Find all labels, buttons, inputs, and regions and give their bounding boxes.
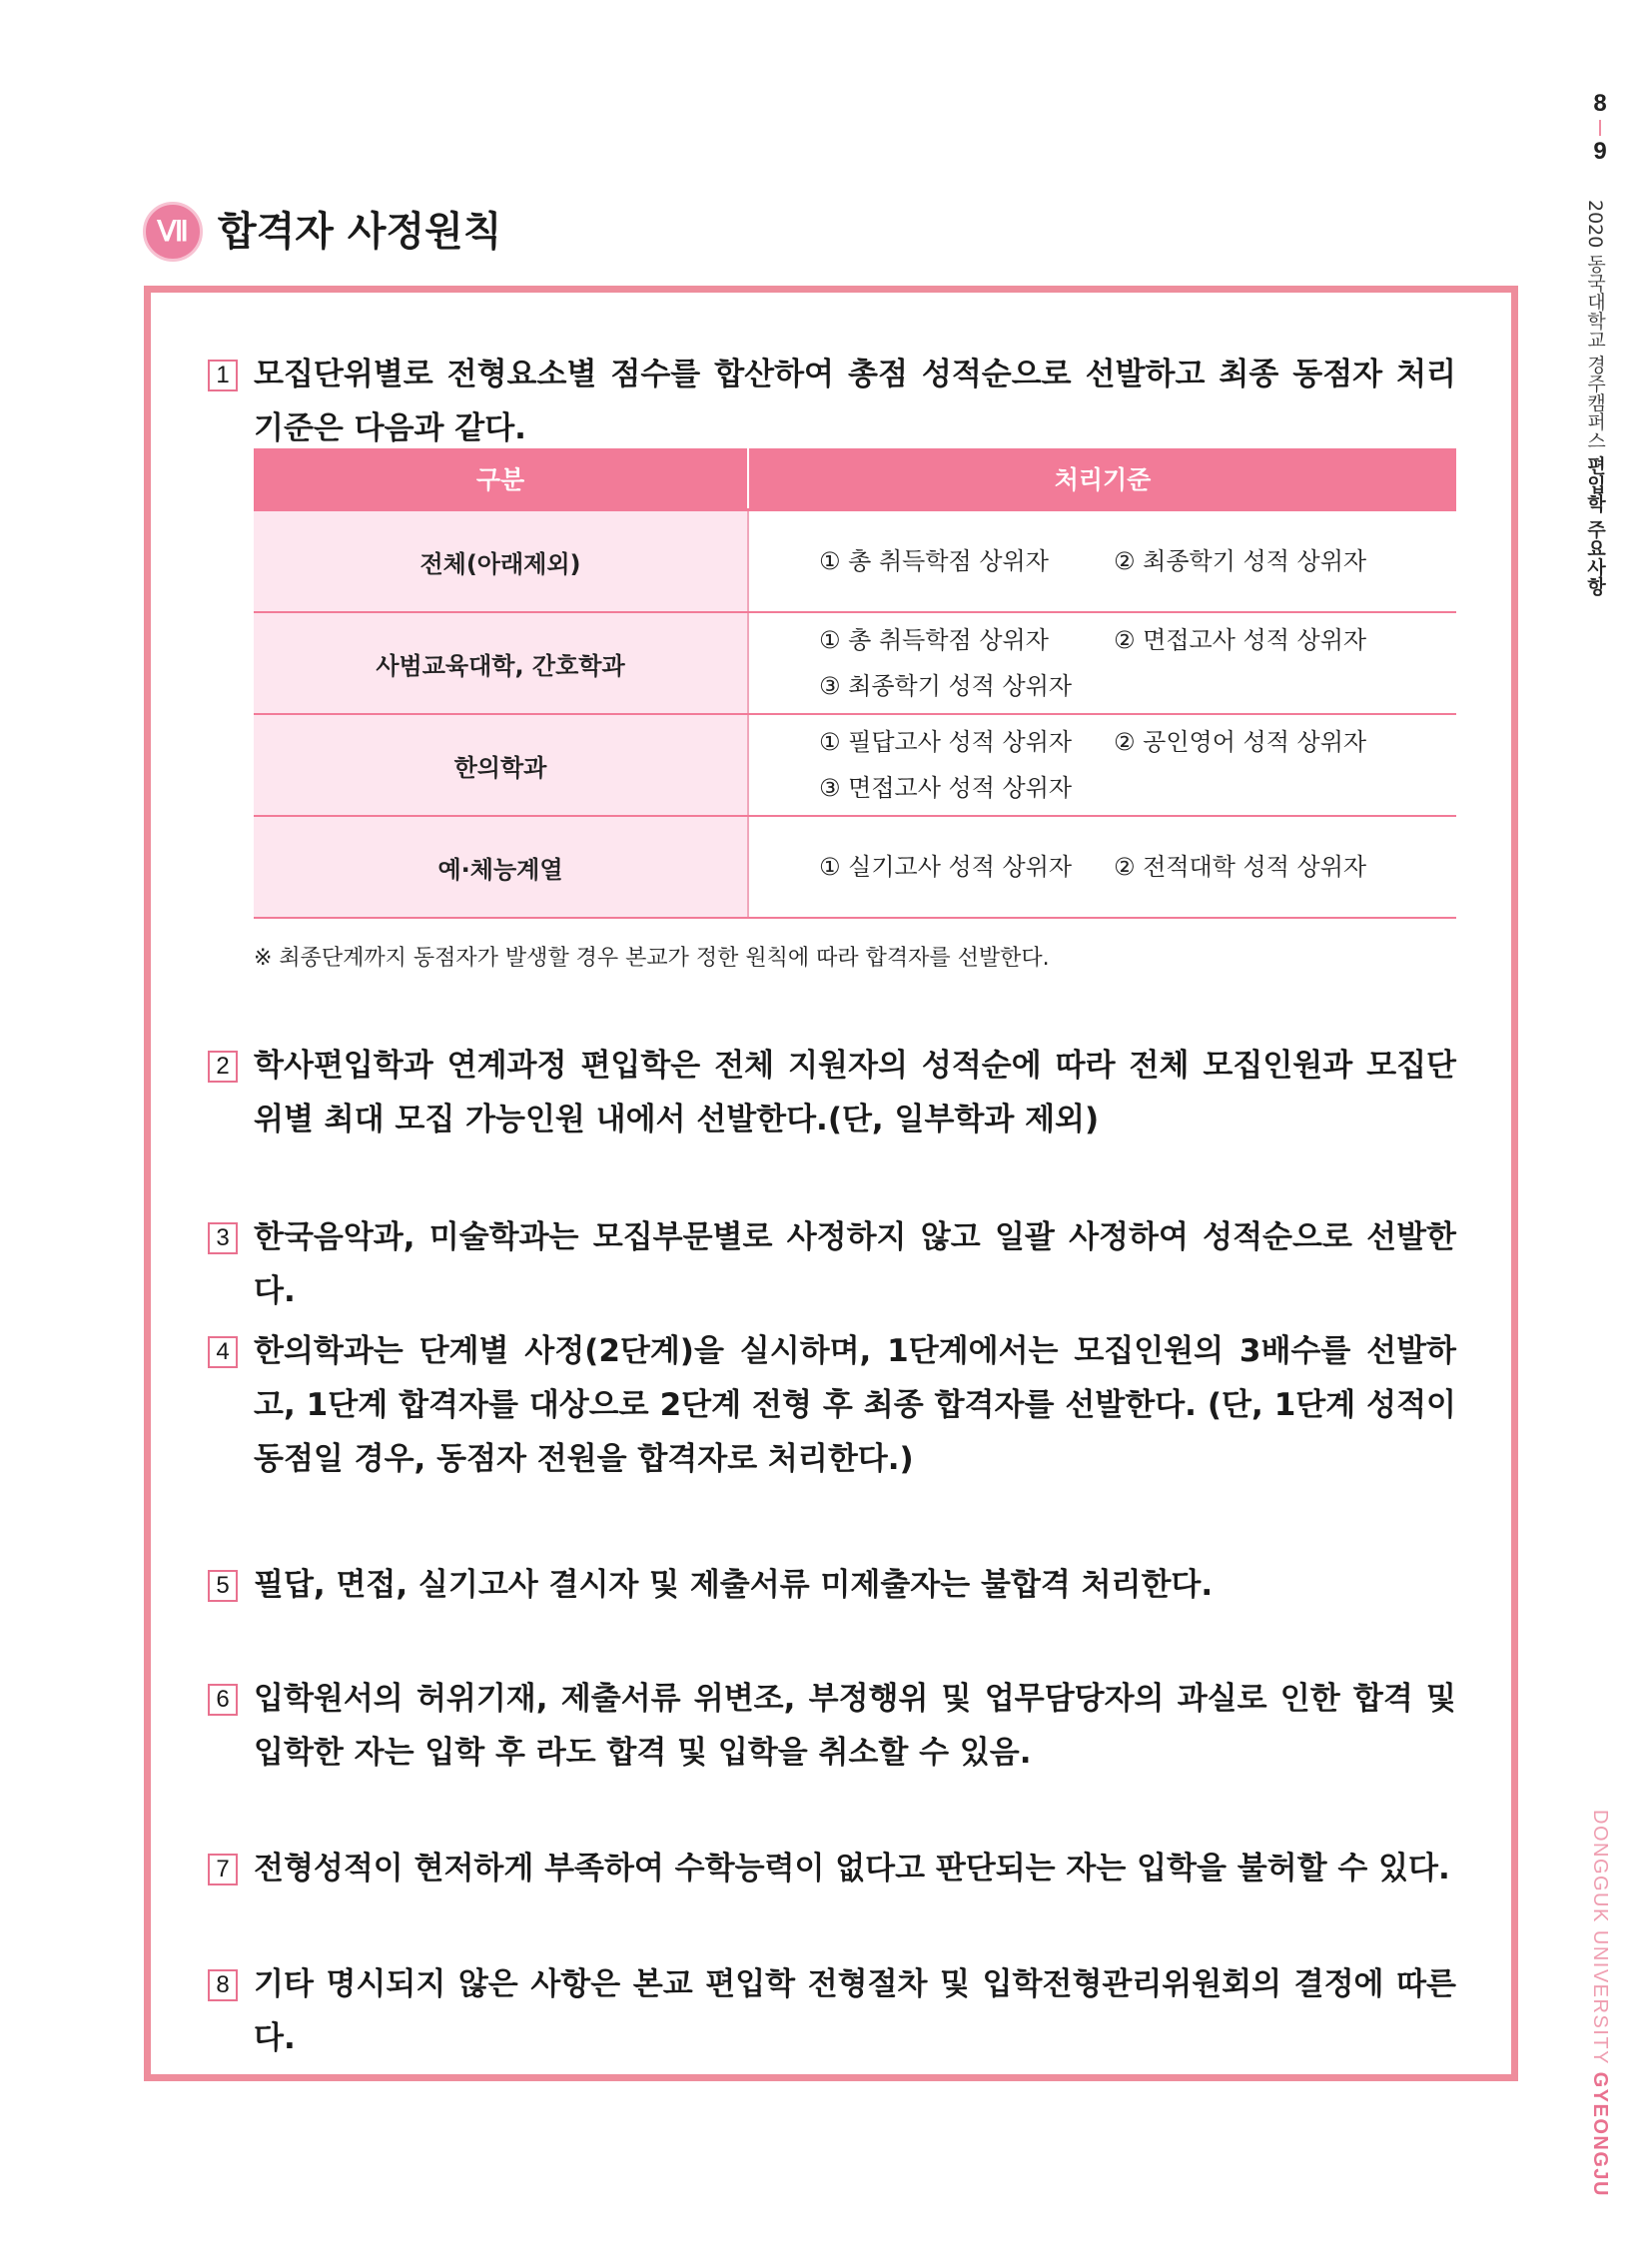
side-header-label <box>1583 200 1609 595</box>
side-header-normal: 2020 동국대학교 경주캠퍼스 <box>1584 200 1606 456</box>
category-cell: 전체(아래제외) <box>254 510 748 613</box>
column-header-category: 구분 <box>254 448 748 510</box>
criteria-cell <box>748 612 1456 714</box>
criterion: ② 공인영어 성적 상위자 <box>1114 728 1367 756</box>
criteria-cell <box>748 816 1456 918</box>
rule-number: 5 <box>208 1570 238 1602</box>
criterion: ③ 면접고사 성적 상위자 <box>819 774 1073 802</box>
rule-text: 한국음악과, 미술학과는 모집부문별로 사정하지 않고 일괄 사정하여 성적순으로 선발한다. <box>254 1219 1456 1309</box>
criterion: ② 최종학기 성적 상위자 <box>1114 547 1367 575</box>
rule-item-6 <box>208 1672 1456 1780</box>
rule-text: 입학원서의 허위기재, 제출서류 위변조, 부정행위 및 업무담당자의 과실로 인한 합격 및 입학한 자는 입학 후 라도 합격 및 입학을 취소할 수 있음. <box>254 1681 1456 1771</box>
rule-item-2 <box>208 1039 1456 1146</box>
rule-number: 7 <box>208 1854 238 1885</box>
criteria-cell <box>748 714 1456 816</box>
rule-item-7 <box>208 1842 1456 1895</box>
rule-number: 3 <box>208 1222 238 1254</box>
side-header-bold: 편입학 주요사항 <box>1584 455 1606 596</box>
criteria-cell <box>748 510 1456 613</box>
rule-item-3 <box>208 1210 1456 1318</box>
rule-number: 1 <box>208 360 238 391</box>
category-cell: 예·체능계열 <box>254 816 748 918</box>
page-number-divider <box>1599 120 1601 136</box>
page-number-right: 9 <box>1593 138 1607 165</box>
rule-item-4 <box>208 1324 1456 1486</box>
section-title: 합격자 사정원칙 <box>218 209 502 255</box>
table-row <box>254 714 1456 816</box>
rule-text: 모집단위별로 전형요소별 점수를 합산하여 총점 성적순으로 선발하고 최종 동점자 처리 기준은 다음과 같다. <box>254 357 1456 446</box>
table-footnote: ※ 최종단계까지 동점자가 발생할 경우 본교가 정한 원칙에 따라 합격자를 선발한다. <box>254 946 1050 971</box>
side-footer-bold: GYEONGJU <box>1589 2071 1611 2197</box>
tiebreak-criteria-table <box>254 448 1456 919</box>
table-row <box>254 612 1456 714</box>
rule-text: 한의학과는 단계별 사정(2단계)을 실시하며, 1단계에서는 모집인원의 3배수를 선발하고, 1단계 합격자를 대상으로 2단계 전형 후 최종 합격자를 선발한다. (단, 1단계 성적이 동점일 경우, 동점자 전원을 합격자로 처리한다.) <box>254 1333 1456 1477</box>
rule-item-1 <box>208 348 1456 455</box>
rule-text: 기타 명시되지 않은 사항은 본교 편입학 전형절차 및 입학전형관리위원회의 결정에 따른다. <box>254 1966 1456 2056</box>
criterion: ③ 최종학기 성적 상위자 <box>819 672 1073 700</box>
category-cell: 사범교육대학, 간호학과 <box>254 612 748 714</box>
table-row <box>254 816 1456 918</box>
column-header-criteria: 처리기준 <box>748 448 1456 510</box>
criterion: ① 총 취득학점 상위자 <box>819 626 1049 654</box>
side-footer-normal: DONGGUK UNIVERSITY <box>1589 1810 1611 2072</box>
section-number-badge: Ⅶ <box>143 202 203 262</box>
table-header-row <box>254 448 1456 510</box>
rule-text: 학사편입학과 연계과정 편입학은 전체 지원자의 성적순에 따라 전체 모집인원과 모집단위별 최대 모집 가능인원 내에서 선발한다.(단, 일부학과 제외) <box>254 1048 1456 1137</box>
rule-number: 6 <box>208 1684 238 1716</box>
rule-text: 필답, 면접, 실기고사 결시자 및 제출서류 미제출자는 불합격 처리한다. <box>254 1567 1214 1603</box>
criterion: ② 면접고사 성적 상위자 <box>1114 626 1367 654</box>
side-footer-label <box>1581 1810 1611 2197</box>
page-number-left: 8 <box>1593 90 1607 117</box>
rule-number: 2 <box>208 1051 238 1083</box>
rule-number: 4 <box>208 1336 238 1368</box>
rule-item-5 <box>208 1558 1456 1612</box>
rule-number: 8 <box>208 1969 238 2001</box>
criterion: ① 필답고사 성적 상위자 <box>819 728 1073 756</box>
rule-item-8 <box>208 1957 1456 2065</box>
category-cell: 한의학과 <box>254 714 748 816</box>
rule-text: 전형성적이 현저하게 부족하여 수학능력이 없다고 판단되는 자는 입학을 불허할 수 있다. <box>254 1851 1450 1886</box>
page-number <box>1586 92 1614 164</box>
criterion: ① 총 취득학점 상위자 <box>819 547 1049 575</box>
criterion: ① 실기고사 성적 상위자 <box>819 853 1073 881</box>
criterion: ② 전적대학 성적 상위자 <box>1114 853 1367 881</box>
table-row <box>254 510 1456 613</box>
